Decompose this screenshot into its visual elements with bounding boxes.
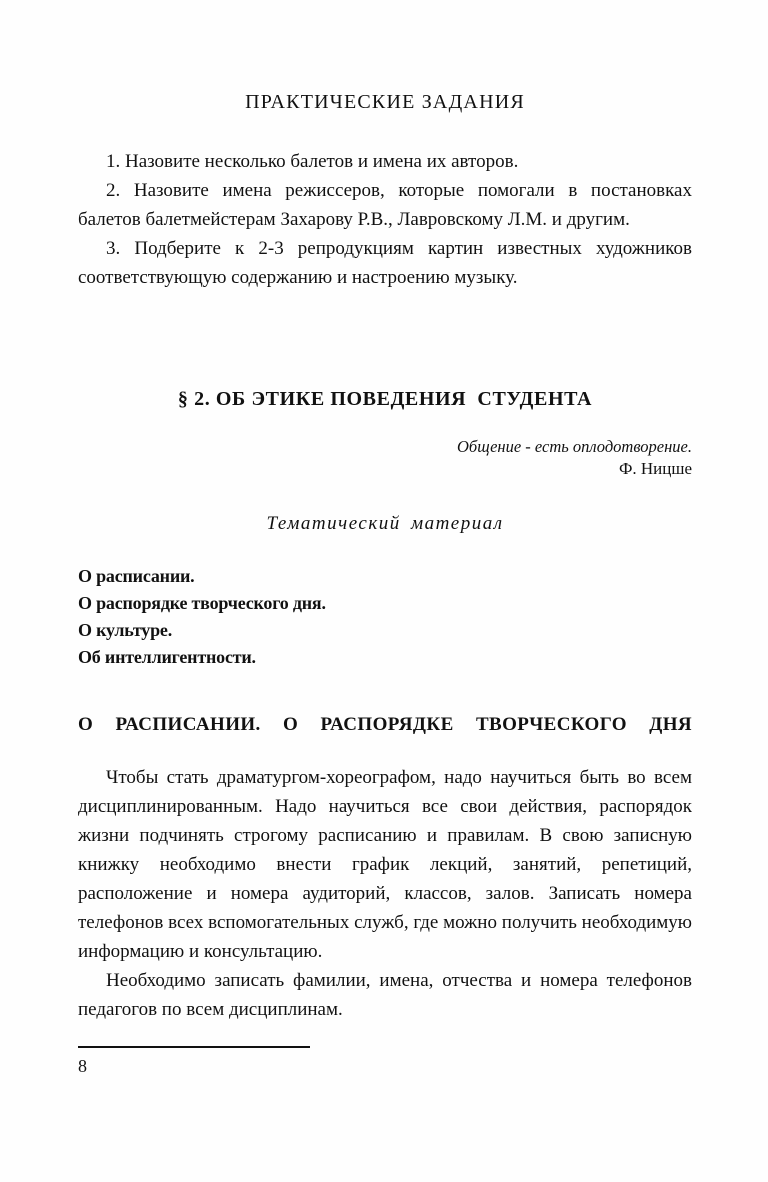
task-item-3: 3. Подберите к 2-3 репродукциям картин известных художников соответствующую содержанию и настроению музыку. xyxy=(78,238,692,288)
task-list xyxy=(78,147,692,292)
topic-item-creative-day: О распорядке творческого дня. xyxy=(78,593,326,613)
body-paragraph-1: Чтобы стать драматургом-хореографом, надо научиться быть во всем дисциплинированным. Надо научиться все свои действия, распорядок жизни подчинять строгому расписанию и правилам. В свою записную книжку необходимо внести график лекций, занятий, репетиций, расположение и номера аудиторий, классов, залов. Записать номера телефонов всех вспомогательных служб, где можно получить необходимую информацию и консультацию. xyxy=(78,767,692,962)
section-heading: § 2. ОБ ЭТИКЕ ПОВЕДЕНИЯ СТУДЕНТА xyxy=(177,388,593,410)
footer-rule xyxy=(78,1046,310,1048)
article-body xyxy=(78,763,692,1024)
article-heading: О РАСПИСАНИИ. О РАСПОРЯДКЕ ТВОРЧЕСКОГО ДНЯ xyxy=(78,714,692,735)
practical-tasks-title: ПРАКТИЧЕСКИЕ ЗАДАНИЯ xyxy=(245,91,525,113)
epigraph-text: Общение - есть оплодотворение. xyxy=(457,437,692,456)
task-item-2: 2. Назовите имена режиссеров, которые помогали в постановках балетов балетмейстерам Захарову Р.В., Лавровскому Л.М. и другим. xyxy=(78,180,692,230)
body-paragraph-2: Необходимо записать фамилии, имена, отчества и номера телефонов педагогов по всем дисциплинам. xyxy=(78,970,692,1020)
topics-list xyxy=(78,563,692,671)
topic-item-intelligence: Об интеллигентности. xyxy=(78,647,256,667)
task-item-1: 1. Назовите несколько балетов и имена их авторов. xyxy=(106,151,519,172)
topic-item-culture: О культуре. xyxy=(78,620,173,640)
epigraph-author: Ф. Ницше xyxy=(618,459,692,478)
thematic-subheading: Тематический материал xyxy=(266,513,504,534)
epigraph xyxy=(78,436,692,480)
page-footer xyxy=(78,1046,692,1077)
page-number: 8 xyxy=(78,1056,87,1076)
topic-item-schedule: О расписании. xyxy=(78,566,195,586)
